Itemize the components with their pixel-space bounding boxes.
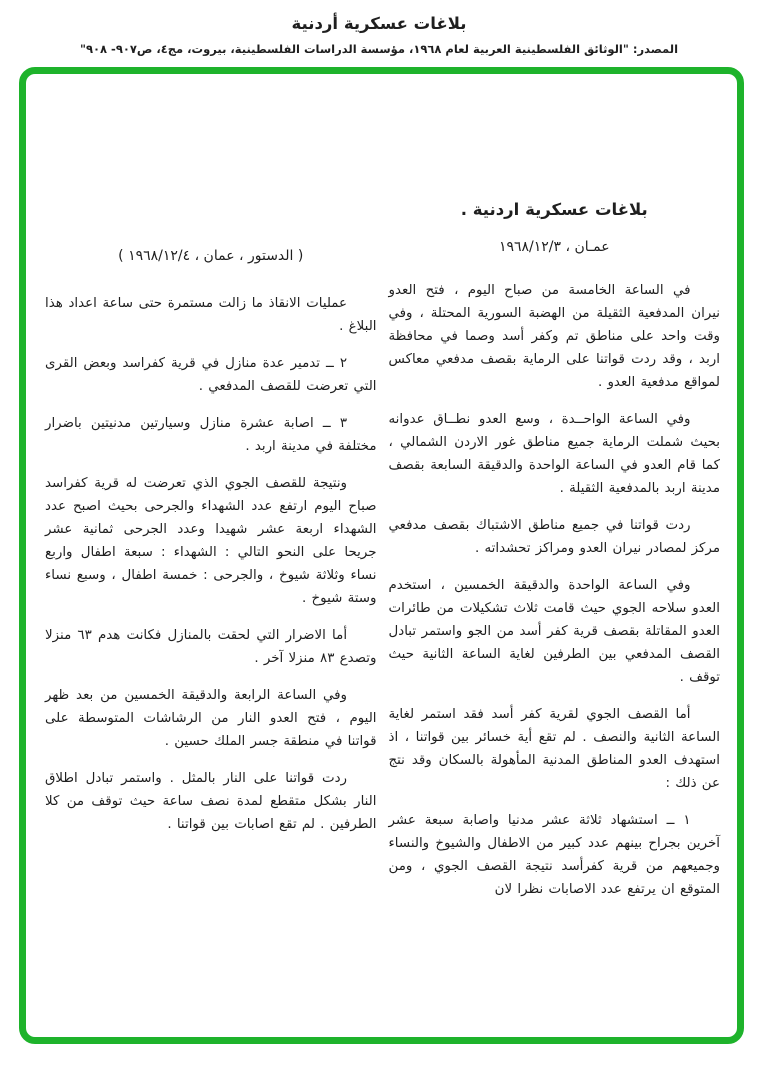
right-column: [389, 199, 721, 915]
paragraph: ٣ ــ اصابة عشرة منازل وسيارتين مدنيتين باضرار مختلفة في مدينة اربد .: [45, 416, 377, 454]
communique-title: بلاغات عسكرية اردنية .: [460, 200, 648, 219]
page-title: بلاغات عسكرية أردنية: [291, 14, 467, 33]
paragraph: ردت قواتنا في جميع مناطق الاشتباك بقصف مدفعي مركز لمصادر نيران العدو ومراكز تحشداته .: [388, 518, 720, 556]
paragraph: وفي الساعة الرابعة والدقيقة الخمسين من بعد ظهر اليوم ، فتح العدو النار من الرشاشات المتوسطة على قواتنا في منطقة جسر الملك حسين .: [45, 688, 377, 749]
document-columns: [26, 74, 737, 915]
paragraph: عمليات الانقاذ ما زالت مستمرة حتى ساعة اعداد هذا البلاغ .: [45, 296, 377, 334]
paragraph: أما الاضرار التي لحقت بالمنازل فكانت هدم ٦٣ منزلا وتصدع ٨٣ منزلا آخر .: [45, 628, 377, 666]
paragraph: وفي الساعة الواحدة والدقيقة الخمسين ، استخدم العدو سلاحه الجوي حيث قامت ثلاث تشكيلات من طائرات العدو المقاتلة بقصف قرية كفر أسد من الجو واستمر تبادل القصف المدفعي بين الطرفين لغاية الساعة الثانية حيث توقف .: [388, 578, 720, 685]
paragraph: ١ ــ استشهاد ثلاثة عشر مدنيا واصابة سبعة عشر آخرين بجراح بينهم عدد كبير من الاطفال والشيوخ والنساء وجميعهم من قرية كفرأسد نتيجة القصف الجوي ، ومن المتوقع ان يرتفع عدد الاصابات نظرا لان: [388, 813, 720, 897]
paragraph: في الساعة الخامسة من صباح اليوم ، فتح العدو نيران المدفعية الثقيلة من الهضبة السورية المحتلة ، وفي وقت واحد على مناطق تم وكفر أسد وصما في محافظة اربد ، وقد ردت قواتنا على الرماية بقصف مدفعي معاكس لمواقع مدفعية العدو .: [388, 283, 720, 390]
dateline-amman: عمـان ، ١٩٦٨/١٢/٣: [498, 239, 610, 255]
newspaper-attribution: ( الدستور ، عمان ، ١٩٦٨/١٢/٤ ): [118, 248, 304, 264]
source-citation: المصدر: "الوثائق الفلسطينية العربية لعام ١٩٦٨، مؤسسة الدراسات الفلسطينية، بيروت، مج٤، ص٩٠٧- ٩٠٨": [79, 42, 679, 56]
paragraph: ردت قواتنا على النار بالمثل . واستمر تبادل اطلاق النار بشكل متقطع لمدة نصف ساعة حيث توقف من كلا الطرفين . لم تقع اصابات بين قواتنا .: [45, 771, 377, 832]
paragraph: أما القصف الجوي لقرية كفر أسد فقد استمر لغاية الساعة الثانية والنصف . لم تقع أية خسائر بين قواتنا ، اذ استهدف العدو المناطق المدنية المأهولة بالسكان وقد نتج عن ذلك :: [388, 707, 720, 791]
left-column: [45, 199, 377, 915]
paragraph: وفي الساعة الواحــدة ، وسع العدو نطــاق عدوانه بحيث شملت الرماية جميع مناطق غور الاردن الشمالي ، كما قام العدو في الساعة الواحدة والدقيقة السابعة بقصف مدينة اربد بالمدفعية الثقيلة .: [388, 412, 720, 496]
left-column-paragraphs: [45, 292, 377, 836]
document-frame: [19, 67, 744, 1044]
right-column-paragraphs: [389, 279, 721, 901]
paragraph: ٢ ــ تدمير عدة منازل في قرية كفراسد وبعض القرى التي تعرضت للقصف المدفعي .: [45, 356, 377, 394]
paragraph: ونتيجة للقصف الجوي الذي تعرضت له قرية كفراسد صباح اليوم ارتفع عدد الشهداء والجرحى بحيث اصبح عدد الشهداء اربعة عشر شهيدا وعدد الجرحى ثمانية عشر جريحا على النحو التالي : الشهداء : سبعة اطفال واربع نساء وثلاثة شيوخ ، والجرحى : خمسة اطفال ، وسبع نساء وستة شيوخ .: [45, 476, 377, 606]
page-header: [0, 0, 758, 57]
